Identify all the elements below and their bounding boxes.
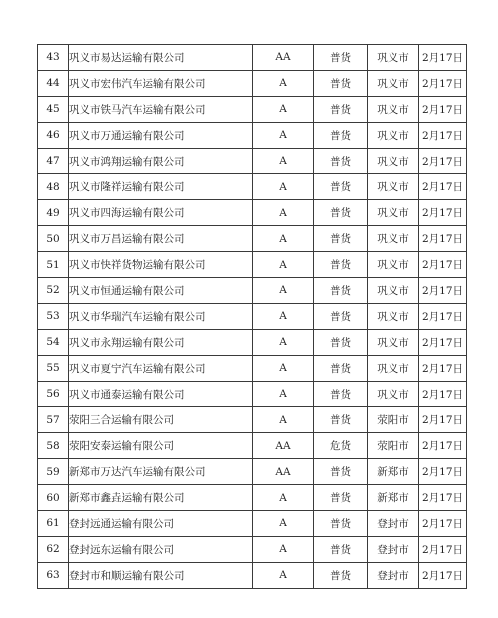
date-cell: 2月17日 <box>419 45 467 71</box>
date-cell: 2月17日 <box>419 96 467 122</box>
date-cell: 2月17日 <box>419 459 467 485</box>
date-cell: 2月17日 <box>419 303 467 329</box>
row-number-cell: 53 <box>38 303 69 329</box>
city-cell: 巩义市 <box>368 122 419 148</box>
rating-grade-cell: A <box>253 485 314 511</box>
rating-grade-cell: A <box>253 226 314 252</box>
date-cell: 2月17日 <box>419 70 467 96</box>
company-name-cell: 巩义市恒通运输有限公司 <box>69 278 253 304</box>
city-cell: 登封市 <box>368 562 419 588</box>
city-cell: 登封市 <box>368 511 419 537</box>
date-cell: 2月17日 <box>419 511 467 537</box>
date-cell: 2月17日 <box>419 200 467 226</box>
date-cell: 2月17日 <box>419 148 467 174</box>
table-row <box>38 45 467 71</box>
date-cell: 2月17日 <box>419 122 467 148</box>
company-name-cell: 新郑市鑫垚运输有限公司 <box>69 485 253 511</box>
row-number-cell: 54 <box>38 329 69 355</box>
company-rating-table <box>37 44 467 589</box>
row-number-cell: 55 <box>38 355 69 381</box>
cargo-type-cell: 普货 <box>314 278 368 304</box>
cargo-type-cell: 普货 <box>314 485 368 511</box>
rating-grade-cell: A <box>253 174 314 200</box>
city-cell: 巩义市 <box>368 70 419 96</box>
table-row <box>38 252 467 278</box>
city-cell: 巩义市 <box>368 45 419 71</box>
table-row <box>38 122 467 148</box>
city-cell: 巩义市 <box>368 381 419 407</box>
row-number-cell: 45 <box>38 96 69 122</box>
company-name-cell: 登封市和顺运输有限公司 <box>69 562 253 588</box>
row-number-cell: 47 <box>38 148 69 174</box>
company-name-cell: 巩义市万昌运输有限公司 <box>69 226 253 252</box>
cargo-type-cell: 普货 <box>314 562 368 588</box>
date-cell: 2月17日 <box>419 562 467 588</box>
company-name-cell: 巩义市易达运输有限公司 <box>69 45 253 71</box>
cargo-type-cell: 普货 <box>314 70 368 96</box>
row-number-cell: 49 <box>38 200 69 226</box>
city-cell: 巩义市 <box>368 226 419 252</box>
rating-grade-cell: A <box>253 252 314 278</box>
date-cell: 2月17日 <box>419 433 467 459</box>
city-cell: 巩义市 <box>368 148 419 174</box>
company-name-cell: 荥阳安泰运输有限公司 <box>69 433 253 459</box>
table-row <box>38 562 467 588</box>
cargo-type-cell: 普货 <box>314 148 368 174</box>
company-name-cell: 巩义市永翔运输有限公司 <box>69 329 253 355</box>
rating-grade-cell: AA <box>253 459 314 485</box>
city-cell: 巩义市 <box>368 278 419 304</box>
row-number-cell: 48 <box>38 174 69 200</box>
cargo-type-cell: 普货 <box>314 174 368 200</box>
rating-grade-cell: A <box>253 303 314 329</box>
table-row <box>38 96 467 122</box>
rating-grade-cell: AA <box>253 45 314 71</box>
cargo-type-cell: 普货 <box>314 459 368 485</box>
table-body <box>38 45 467 589</box>
cargo-type-cell: 普货 <box>314 96 368 122</box>
city-cell: 巩义市 <box>368 96 419 122</box>
company-name-cell: 巩义市宏伟汽车运输有限公司 <box>69 70 253 96</box>
date-cell: 2月17日 <box>419 536 467 562</box>
city-cell: 巩义市 <box>368 303 419 329</box>
city-cell: 巩义市 <box>368 252 419 278</box>
cargo-type-cell: 普货 <box>314 200 368 226</box>
city-cell: 荥阳市 <box>368 433 419 459</box>
company-name-cell: 巩义市通泰运输有限公司 <box>69 381 253 407</box>
table-row <box>38 381 467 407</box>
rating-grade-cell: AA <box>253 433 314 459</box>
cargo-type-cell: 普货 <box>314 511 368 537</box>
table-row <box>38 459 467 485</box>
company-name-cell: 巩义市四海运输有限公司 <box>69 200 253 226</box>
company-name-cell: 登封远东运输有限公司 <box>69 536 253 562</box>
cargo-type-cell: 普货 <box>314 45 368 71</box>
table-row <box>38 226 467 252</box>
company-name-cell: 巩义市万通运输有限公司 <box>69 122 253 148</box>
cargo-type-cell: 普货 <box>314 226 368 252</box>
company-name-cell: 巩义市华瑞汽车运输有限公司 <box>69 303 253 329</box>
company-name-cell: 巩义市夏宁汽车运输有限公司 <box>69 355 253 381</box>
row-number-cell: 59 <box>38 459 69 485</box>
table-row <box>38 278 467 304</box>
cargo-type-cell: 普货 <box>314 252 368 278</box>
date-cell: 2月17日 <box>419 252 467 278</box>
rating-grade-cell: A <box>253 381 314 407</box>
rating-grade-cell: A <box>253 511 314 537</box>
row-number-cell: 43 <box>38 45 69 71</box>
cargo-type-cell: 普货 <box>314 407 368 433</box>
company-name-cell: 荥阳三合运输有限公司 <box>69 407 253 433</box>
row-number-cell: 44 <box>38 70 69 96</box>
cargo-type-cell: 普货 <box>314 381 368 407</box>
table-row <box>38 485 467 511</box>
date-cell: 2月17日 <box>419 174 467 200</box>
company-name-cell: 巩义市快祥货物运输有限公司 <box>69 252 253 278</box>
rating-grade-cell: A <box>253 278 314 304</box>
city-cell: 荥阳市 <box>368 407 419 433</box>
row-number-cell: 61 <box>38 511 69 537</box>
cargo-type-cell: 普货 <box>314 355 368 381</box>
rating-grade-cell: A <box>253 122 314 148</box>
city-cell: 巩义市 <box>368 355 419 381</box>
table-row <box>38 433 467 459</box>
row-number-cell: 58 <box>38 433 69 459</box>
cargo-type-cell: 危货 <box>314 433 368 459</box>
cargo-type-cell: 普货 <box>314 329 368 355</box>
date-cell: 2月17日 <box>419 329 467 355</box>
table-row <box>38 511 467 537</box>
row-number-cell: 62 <box>38 536 69 562</box>
table-row <box>38 355 467 381</box>
rating-grade-cell: A <box>253 355 314 381</box>
row-number-cell: 52 <box>38 278 69 304</box>
rating-grade-cell: A <box>253 562 314 588</box>
rating-grade-cell: A <box>253 70 314 96</box>
rating-grade-cell: A <box>253 536 314 562</box>
table-row <box>38 70 467 96</box>
rating-grade-cell: A <box>253 148 314 174</box>
row-number-cell: 63 <box>38 562 69 588</box>
company-name-cell: 登封远通运输有限公司 <box>69 511 253 537</box>
row-number-cell: 46 <box>38 122 69 148</box>
city-cell: 新郑市 <box>368 459 419 485</box>
table-row <box>38 303 467 329</box>
rating-grade-cell: A <box>253 96 314 122</box>
table-row <box>38 329 467 355</box>
table-row <box>38 174 467 200</box>
city-cell: 巩义市 <box>368 329 419 355</box>
company-name-cell: 巩义市隆祥运输有限公司 <box>69 174 253 200</box>
cargo-type-cell: 普货 <box>314 303 368 329</box>
rating-grade-cell: A <box>253 329 314 355</box>
rating-grade-cell: A <box>253 200 314 226</box>
company-name-cell: 巩义市鸿翔运输有限公司 <box>69 148 253 174</box>
table-row <box>38 407 467 433</box>
date-cell: 2月17日 <box>419 278 467 304</box>
table-row <box>38 536 467 562</box>
row-number-cell: 50 <box>38 226 69 252</box>
date-cell: 2月17日 <box>419 381 467 407</box>
row-number-cell: 51 <box>38 252 69 278</box>
row-number-cell: 60 <box>38 485 69 511</box>
rating-grade-cell: A <box>253 407 314 433</box>
date-cell: 2月17日 <box>419 355 467 381</box>
cargo-type-cell: 普货 <box>314 122 368 148</box>
table-row <box>38 200 467 226</box>
city-cell: 巩义市 <box>368 200 419 226</box>
table-row <box>38 148 467 174</box>
date-cell: 2月17日 <box>419 485 467 511</box>
row-number-cell: 57 <box>38 407 69 433</box>
cargo-type-cell: 普货 <box>314 536 368 562</box>
company-name-cell: 新郑市万达汽车运输有限公司 <box>69 459 253 485</box>
city-cell: 新郑市 <box>368 485 419 511</box>
company-name-cell: 巩义市铁马汽车运输有限公司 <box>69 96 253 122</box>
row-number-cell: 56 <box>38 381 69 407</box>
city-cell: 巩义市 <box>368 174 419 200</box>
city-cell: 登封市 <box>368 536 419 562</box>
date-cell: 2月17日 <box>419 407 467 433</box>
date-cell: 2月17日 <box>419 226 467 252</box>
